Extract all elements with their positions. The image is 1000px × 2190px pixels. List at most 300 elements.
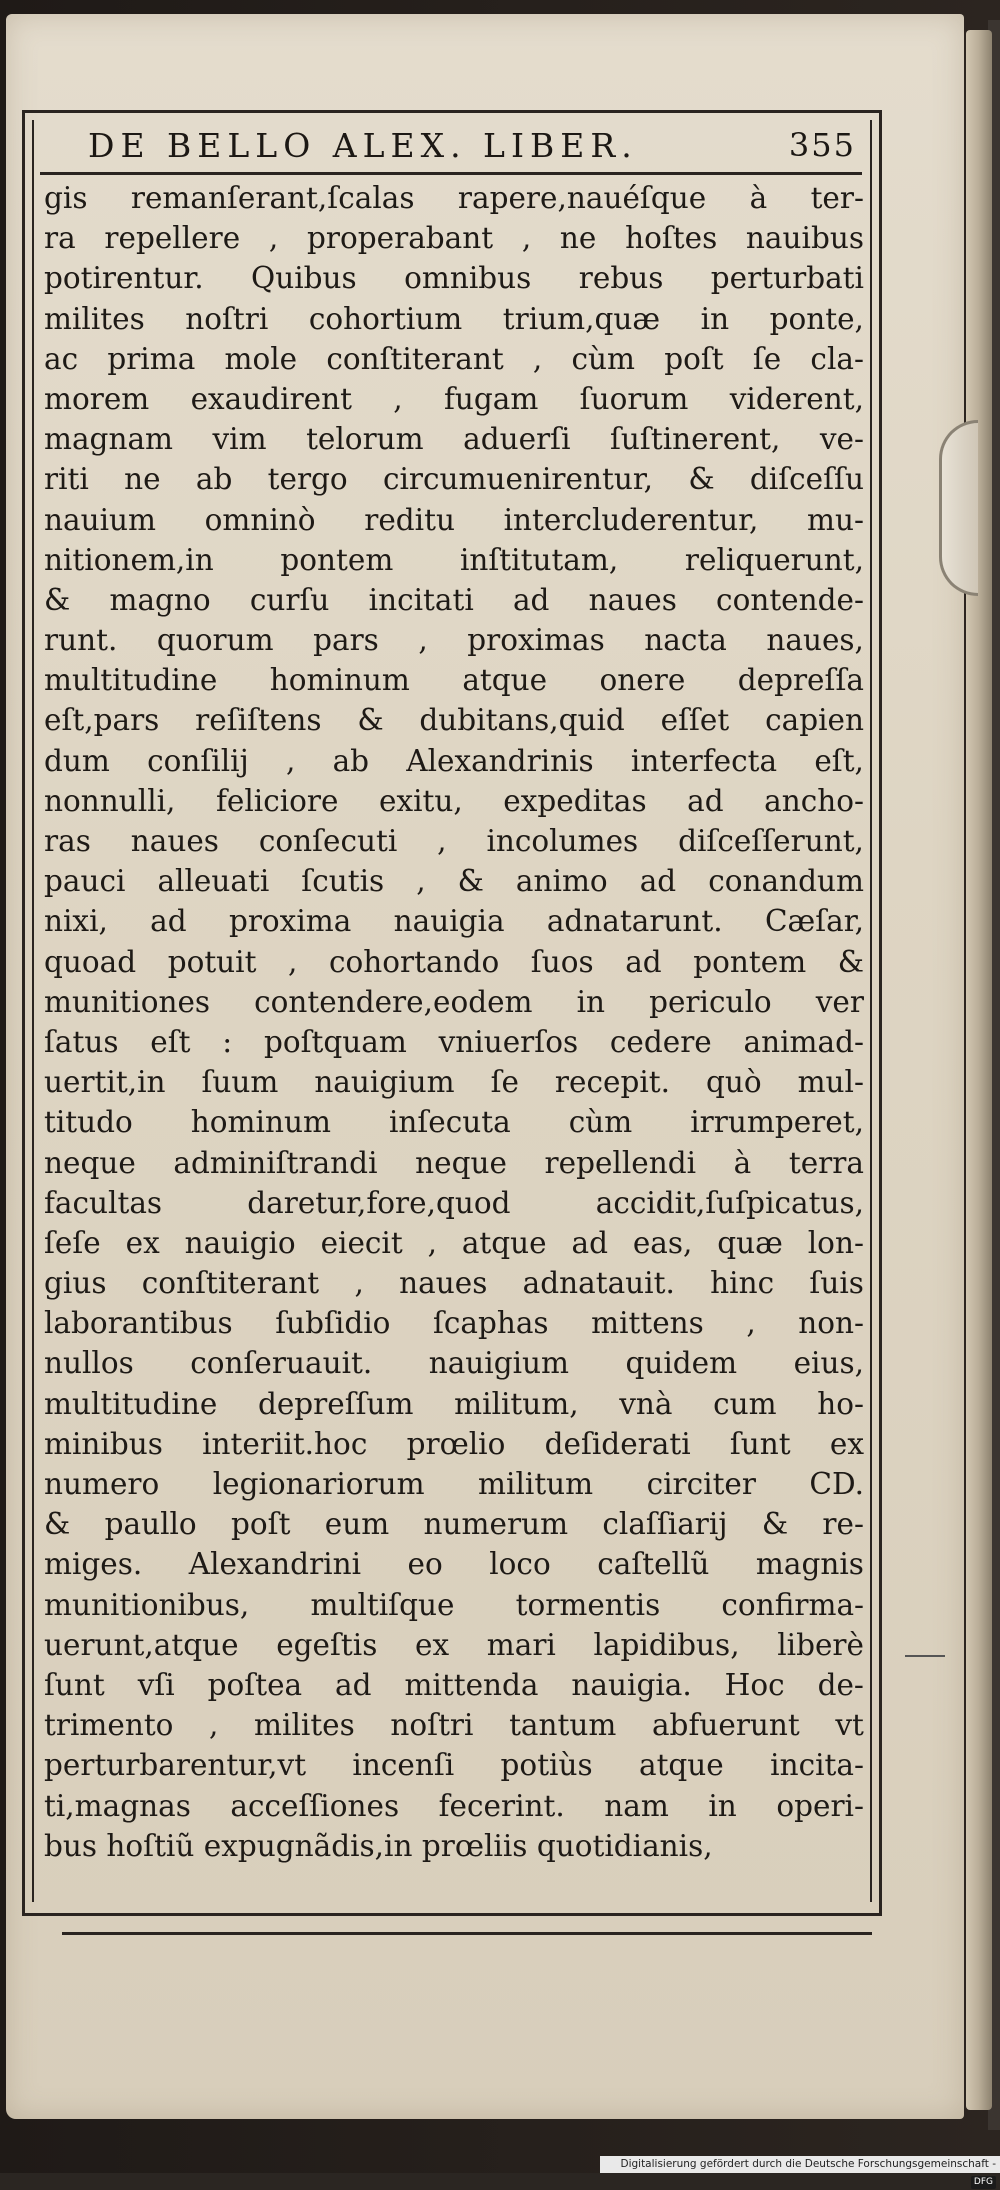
- text-word: Alexandrini: [188, 1547, 362, 1582]
- text-word: magno: [109, 582, 211, 617]
- text-word: pauci: [44, 864, 126, 899]
- text-word: cohortando: [329, 944, 500, 979]
- text-word: animo: [515, 864, 608, 899]
- text-word: lapidibus,: [593, 1627, 740, 1662]
- text-line: [44, 1585, 864, 1625]
- text-word: neque: [44, 1145, 136, 1180]
- text-word: munitionibus,: [44, 1587, 250, 1622]
- text-word: militum,: [454, 1386, 579, 1421]
- text-word: ad: [571, 1225, 608, 1260]
- text-word: ſunt: [44, 1667, 105, 1702]
- text-line: [44, 1062, 864, 1102]
- text-word: neque: [415, 1145, 507, 1180]
- text-word: noſtri: [185, 301, 269, 336]
- text-word: Hoc: [724, 1667, 785, 1702]
- bookmark-tab: [939, 420, 978, 596]
- text-word: &: [457, 864, 484, 899]
- text-word: ho-: [817, 1386, 864, 1421]
- text-word: uertit,in: [44, 1065, 166, 1100]
- text-word: ſunt: [729, 1426, 791, 1461]
- text-word: militum: [478, 1467, 594, 1501]
- text-word: conſtiterant: [326, 341, 504, 376]
- text-word: nauigia: [393, 904, 505, 939]
- text-word: omnibus: [404, 261, 532, 296]
- text-word: atque: [638, 1748, 724, 1783]
- text-word: intercluderentur,: [503, 502, 759, 537]
- text-line: [44, 660, 864, 700]
- margin-mark: [905, 1655, 945, 1657]
- text-word: ex: [125, 1225, 160, 1260]
- text-word: dubitans,quid: [419, 703, 625, 738]
- text-word: properabant: [307, 221, 494, 256]
- text-word: ab: [332, 743, 370, 778]
- text-word: cla-: [810, 341, 864, 376]
- text-word: telorum: [306, 422, 424, 457]
- text-word: ſuos: [530, 944, 594, 979]
- text-word: depreſſa: [737, 663, 864, 698]
- running-head: DE BELLO ALEX. LIBER.: [88, 125, 638, 165]
- text-word: pontem: [280, 542, 394, 577]
- text-word: ras: [44, 824, 91, 858]
- text-line: [44, 942, 864, 982]
- text-word: caſtellũ: [597, 1547, 710, 1582]
- text-word: diſceſſerunt,: [678, 824, 864, 858]
- text-word: mittenda: [404, 1667, 539, 1702]
- text-word: ſuum: [201, 1065, 279, 1100]
- text-word: loco: [489, 1547, 551, 1582]
- text-word: tantum: [509, 1708, 617, 1743]
- text-word: munitiones: [44, 984, 211, 1019]
- text-word: cum: [713, 1386, 777, 1421]
- text-word: &: [837, 944, 864, 979]
- text-word: repellendi: [544, 1145, 697, 1180]
- text-word: magnis: [755, 1547, 864, 1582]
- text-word: trimento: [44, 1708, 174, 1743]
- text-word: depreſſum: [257, 1386, 414, 1421]
- text-word: eſt,: [814, 743, 864, 778]
- text-word: fecerint.: [438, 1788, 565, 1823]
- text-word: &: [357, 703, 384, 738]
- text-word: omninò: [204, 502, 316, 537]
- text-word: conſtiterant: [141, 1266, 320, 1301]
- text-line: [44, 861, 864, 901]
- text-word: feliciore: [215, 783, 339, 818]
- text-word: Quibus: [251, 261, 357, 296]
- text-word: perturbati: [710, 261, 864, 296]
- text-word: eas,: [632, 1225, 693, 1260]
- text-word: ſeſe: [44, 1225, 101, 1260]
- text-word: naues,: [766, 623, 864, 658]
- text-line: [44, 1303, 864, 1343]
- text-word: accidit,ſuſpicatus,: [595, 1185, 864, 1220]
- text-word: legionariorum: [212, 1467, 425, 1501]
- text-word: poſt: [231, 1507, 291, 1542]
- text-word: circumuenirentur,: [382, 462, 654, 497]
- text-word: in: [576, 984, 606, 1019]
- text-word: fugam: [443, 381, 539, 416]
- text-word: eo: [407, 1547, 443, 1582]
- text-word: naues: [588, 582, 677, 617]
- text-word: naues: [399, 1266, 488, 1301]
- text-word: nixi,: [44, 904, 108, 939]
- text-word: ad: [512, 582, 550, 617]
- text-word: lon-: [807, 1225, 864, 1260]
- text-word: reſiſtens: [195, 703, 322, 738]
- text-word: laborantibus: [44, 1306, 233, 1341]
- text-word: expeditas: [503, 783, 647, 818]
- text-word: vnà: [619, 1386, 673, 1421]
- text-word: liberè: [777, 1627, 864, 1662]
- text-line: [44, 258, 864, 298]
- text-word: egeſtis: [276, 1627, 378, 1662]
- text-line: [44, 379, 864, 419]
- footer-credit: Digitalisierung gefördert durch die Deutsche Forschungsgemeinschaft -: [620, 2158, 996, 2170]
- text-word: ve-: [819, 422, 864, 457]
- text-word: nauium: [44, 502, 156, 537]
- text-word: ponte,: [769, 301, 864, 336]
- text-word: gis: [44, 181, 88, 215]
- text-word: exitu,: [379, 783, 463, 818]
- text-word: ſuſtinerent,: [610, 422, 781, 457]
- text-word: quò: [705, 1065, 762, 1100]
- text-word: conſilij: [147, 743, 249, 778]
- text-word: ſe: [490, 1065, 519, 1100]
- text-word: ad: [687, 783, 724, 818]
- text-word: nitionem,in: [44, 542, 214, 577]
- text-word: nonnulli,: [44, 783, 176, 818]
- text-word: potirentur.: [44, 261, 204, 296]
- text-word: mari: [486, 1627, 556, 1662]
- text-word: confirma-: [721, 1587, 864, 1622]
- text-line: [44, 500, 864, 540]
- text-word: atque: [461, 1225, 547, 1260]
- text-word: incitati: [368, 582, 474, 617]
- text-word: ,: [746, 1306, 756, 1341]
- text-word: incenſi: [352, 1748, 455, 1783]
- text-word: minibus: [44, 1426, 163, 1461]
- text-word: morem: [44, 381, 150, 416]
- text-line: [44, 1705, 864, 1745]
- text-line: [44, 1223, 864, 1263]
- text-word: non-: [798, 1306, 864, 1341]
- text-line: [44, 620, 864, 660]
- text-word: CD.: [809, 1467, 864, 1501]
- text-line: [44, 1786, 864, 1826]
- text-word: nacta: [644, 623, 727, 658]
- text-line: [44, 1022, 864, 1062]
- text-word: hominum: [269, 663, 410, 698]
- text-word: ac: [44, 341, 79, 376]
- text-word: Cæſar,: [764, 904, 864, 939]
- text-word: onere: [599, 663, 686, 698]
- text-word: animad-: [743, 1024, 864, 1059]
- text-word: multitudine: [44, 1386, 218, 1421]
- text-word: ,: [521, 221, 532, 256]
- text-word: eum: [324, 1507, 390, 1542]
- text-word: poſt: [664, 341, 724, 376]
- text-line: [44, 218, 864, 258]
- text-word: hoſtes: [625, 221, 718, 256]
- text-word: terra: [788, 1145, 864, 1180]
- text-word: ad: [639, 864, 677, 899]
- text-word: cedere: [609, 1024, 712, 1059]
- text-word: titudo: [44, 1105, 133, 1140]
- text-word: vim: [212, 422, 267, 457]
- text-word: tormentis: [515, 1587, 661, 1622]
- text-word: repellere: [104, 221, 241, 256]
- text-line: [44, 901, 864, 941]
- bottom-rule: [62, 1932, 872, 1935]
- text-word: nam: [604, 1788, 669, 1823]
- text-word: ne: [124, 462, 161, 497]
- text-word: interiit.hoc: [202, 1426, 368, 1461]
- text-word: quoad: [44, 944, 137, 979]
- text-line: [44, 1745, 864, 1785]
- text-word: potuit: [167, 944, 257, 979]
- text-word: conandum: [708, 864, 864, 899]
- text-word: cùm: [571, 341, 635, 376]
- text-word: atque: [462, 663, 548, 698]
- text-word: ſcaphas: [432, 1306, 549, 1341]
- text-word: daretur,fore,quod: [247, 1185, 511, 1220]
- text-line: [44, 741, 864, 781]
- text-line: [44, 540, 864, 580]
- text-word: potiùs: [500, 1748, 593, 1783]
- text-word: ,: [268, 221, 279, 256]
- text-line: [44, 1544, 864, 1584]
- text-word: inſtitutam,: [459, 542, 619, 577]
- text-word: eiecit: [320, 1225, 403, 1260]
- text-word: irrumperet,: [690, 1105, 864, 1140]
- text-word: interfecta: [630, 743, 778, 778]
- text-line: [44, 1183, 864, 1223]
- text-word: nauibus: [745, 221, 864, 256]
- text-word: deſiderati: [544, 1426, 691, 1461]
- text-word: eſt,pars: [44, 703, 160, 738]
- text-word: abfuerunt: [651, 1708, 800, 1743]
- text-word: operi-: [776, 1788, 864, 1823]
- text-word: capien: [765, 703, 864, 738]
- text-line: [44, 299, 864, 339]
- text-line: [44, 580, 864, 620]
- text-word: magnam: [44, 422, 174, 457]
- text-word: claſſiarij: [602, 1507, 728, 1542]
- text-word: à: [733, 1145, 752, 1180]
- text-word: nauigia.: [571, 1667, 692, 1702]
- text-word: ad: [625, 944, 662, 979]
- text-word: re-: [822, 1507, 864, 1542]
- text-word: quidem: [625, 1346, 738, 1381]
- text-line: [44, 459, 864, 499]
- text-word: ,: [532, 341, 543, 376]
- text-word: à: [749, 181, 768, 215]
- text-word: multitudine: [44, 663, 218, 698]
- text-line: [44, 781, 864, 821]
- text-line: [44, 339, 864, 379]
- text-line: [44, 1343, 864, 1383]
- page-header: [40, 118, 862, 175]
- text-word: conſeruauit.: [190, 1346, 373, 1381]
- text-word: ra: [44, 221, 76, 256]
- text-word: riti: [44, 462, 89, 497]
- text-line: [44, 419, 864, 459]
- text-word: proxima: [228, 904, 352, 939]
- text-word: in: [700, 301, 730, 336]
- text-word: circiter: [646, 1467, 756, 1501]
- text-word: ti,magnas: [44, 1788, 191, 1823]
- text-word: runt.: [44, 623, 118, 658]
- text-word: alleuati: [157, 864, 270, 899]
- text-word: cùm: [568, 1105, 633, 1140]
- text-word: nullos: [44, 1346, 134, 1381]
- text-word: quorum: [156, 623, 274, 658]
- text-word: poſtquam: [263, 1024, 407, 1059]
- text-word: incolumes: [486, 824, 639, 858]
- text-word: nauigium: [428, 1346, 570, 1381]
- text-word: ,: [437, 824, 447, 858]
- text-line: [44, 1464, 864, 1504]
- text-word: ſatus: [44, 1024, 119, 1059]
- text-word: eſſet: [660, 703, 730, 738]
- text-line: [44, 1143, 864, 1183]
- body-text: [44, 178, 864, 1866]
- text-line: [44, 1625, 864, 1665]
- text-word: :: [222, 1024, 233, 1059]
- text-word: quæ: [717, 1225, 783, 1260]
- text-word: ver: [815, 984, 864, 1019]
- text-word: de-: [817, 1667, 864, 1702]
- text-word: adminiſtrandi: [173, 1145, 378, 1180]
- text-word: mittens: [591, 1306, 704, 1341]
- text-word: ,: [418, 623, 428, 658]
- text-word: nauigium: [314, 1065, 455, 1100]
- text-line: [44, 1102, 864, 1142]
- text-word: numerum: [423, 1507, 569, 1542]
- text-word: &: [761, 1507, 789, 1542]
- text-word: ne: [559, 221, 597, 256]
- text-line: [44, 1826, 864, 1866]
- text-word: reliquerunt,: [684, 542, 864, 577]
- text-word: mu-: [807, 502, 864, 537]
- text-word: ,: [416, 864, 426, 899]
- text-word: reditu: [364, 502, 455, 537]
- text-word: tergo: [267, 462, 348, 497]
- text-word: ex: [415, 1627, 450, 1662]
- text-word: rapere,nauéſque: [457, 181, 707, 215]
- text-word: ,: [354, 1266, 364, 1301]
- text-line: [44, 1424, 864, 1464]
- text-word: diſceſſu: [749, 462, 864, 497]
- text-line: [44, 982, 864, 1022]
- text-word: cohortium: [308, 301, 463, 336]
- text-word: milites: [44, 301, 145, 336]
- text-word: proximas: [467, 623, 605, 658]
- text-word: ſubſidio: [275, 1306, 391, 1341]
- text-word: paullo: [104, 1507, 197, 1542]
- text-word: vniuerſos: [438, 1024, 579, 1059]
- text-word: mole: [224, 341, 298, 376]
- text-word: trium,quæ: [502, 301, 661, 336]
- page-stack-edge: [966, 30, 992, 2110]
- text-word: conſecuti: [258, 824, 398, 858]
- text-word: curſu: [249, 582, 330, 617]
- text-word: remanſerant,ſcalas: [130, 181, 415, 215]
- text-word: &: [44, 582, 71, 617]
- text-word: prima: [107, 341, 196, 376]
- text-line: [44, 1384, 864, 1424]
- text-word: ex: [829, 1426, 864, 1461]
- text-word: facultas: [44, 1185, 163, 1220]
- dfg-logo: DFG: [971, 2176, 996, 2189]
- text-word: mul-: [797, 1065, 864, 1100]
- text-word: viderent,: [729, 381, 864, 416]
- text-word: contendere,eodem: [254, 984, 533, 1019]
- text-line: [44, 1504, 864, 1544]
- text-word: pars: [313, 623, 379, 658]
- text-word: recepit.: [554, 1065, 671, 1100]
- text-word: adnatarunt.: [546, 904, 723, 939]
- text-word: Alexandrinis: [406, 743, 594, 778]
- text-word: ſe: [752, 341, 782, 376]
- text-word: hinc: [710, 1266, 775, 1301]
- text-word: miges.: [44, 1547, 143, 1582]
- page-number: 355: [788, 126, 856, 164]
- text-word: ,: [427, 1225, 437, 1260]
- text-word: ſcutis: [301, 864, 385, 899]
- text-word: ſuis: [809, 1266, 864, 1301]
- text-word: ab: [195, 462, 233, 497]
- text-word: periculo: [649, 984, 772, 1019]
- text-line: [44, 700, 864, 740]
- text-word: incita-: [770, 1748, 864, 1783]
- text-word: prœlio: [406, 1426, 506, 1461]
- text-word: ad: [335, 1667, 372, 1702]
- text-word: uerunt,atque: [44, 1627, 239, 1662]
- text-word: ancho-: [764, 783, 864, 818]
- text-word: pontem: [693, 944, 807, 979]
- text-word: nauigio: [184, 1225, 296, 1260]
- text-word: vt: [835, 1708, 864, 1743]
- text-word: &: [44, 1507, 71, 1542]
- text-word: milites: [254, 1708, 355, 1743]
- text-word: adnatauit.: [522, 1266, 675, 1301]
- text-word: contende-: [716, 582, 864, 617]
- text-word: ter-: [810, 181, 864, 215]
- text-word: inſecuta: [388, 1105, 511, 1140]
- text-word: rebus: [578, 261, 664, 296]
- text-word: ,: [393, 381, 403, 416]
- text-word: dum: [44, 743, 110, 778]
- text-word: naues: [130, 824, 219, 858]
- text-line: [44, 821, 864, 861]
- text-word: acceſſiones: [230, 1788, 400, 1823]
- text-word: eſt: [150, 1024, 191, 1059]
- text-word: poſtea: [207, 1667, 303, 1702]
- text-word: perturbarentur,vt: [44, 1748, 307, 1783]
- text-line: [44, 178, 864, 218]
- text-line-content: bus hoſtiũ expugnãdis,in prœliis quotidianis,: [44, 1828, 713, 1863]
- text-word: noſtri: [390, 1708, 474, 1743]
- text-word: &: [688, 462, 715, 497]
- text-word: vſi: [137, 1667, 175, 1702]
- digitization-footer: [600, 2156, 1000, 2187]
- text-word: eius,: [793, 1346, 864, 1381]
- text-word: ,: [288, 944, 298, 979]
- text-word: in: [708, 1788, 737, 1823]
- text-word: hominum: [190, 1105, 331, 1140]
- text-word: exaudirent: [190, 381, 352, 416]
- text-word: multiſque: [310, 1587, 455, 1622]
